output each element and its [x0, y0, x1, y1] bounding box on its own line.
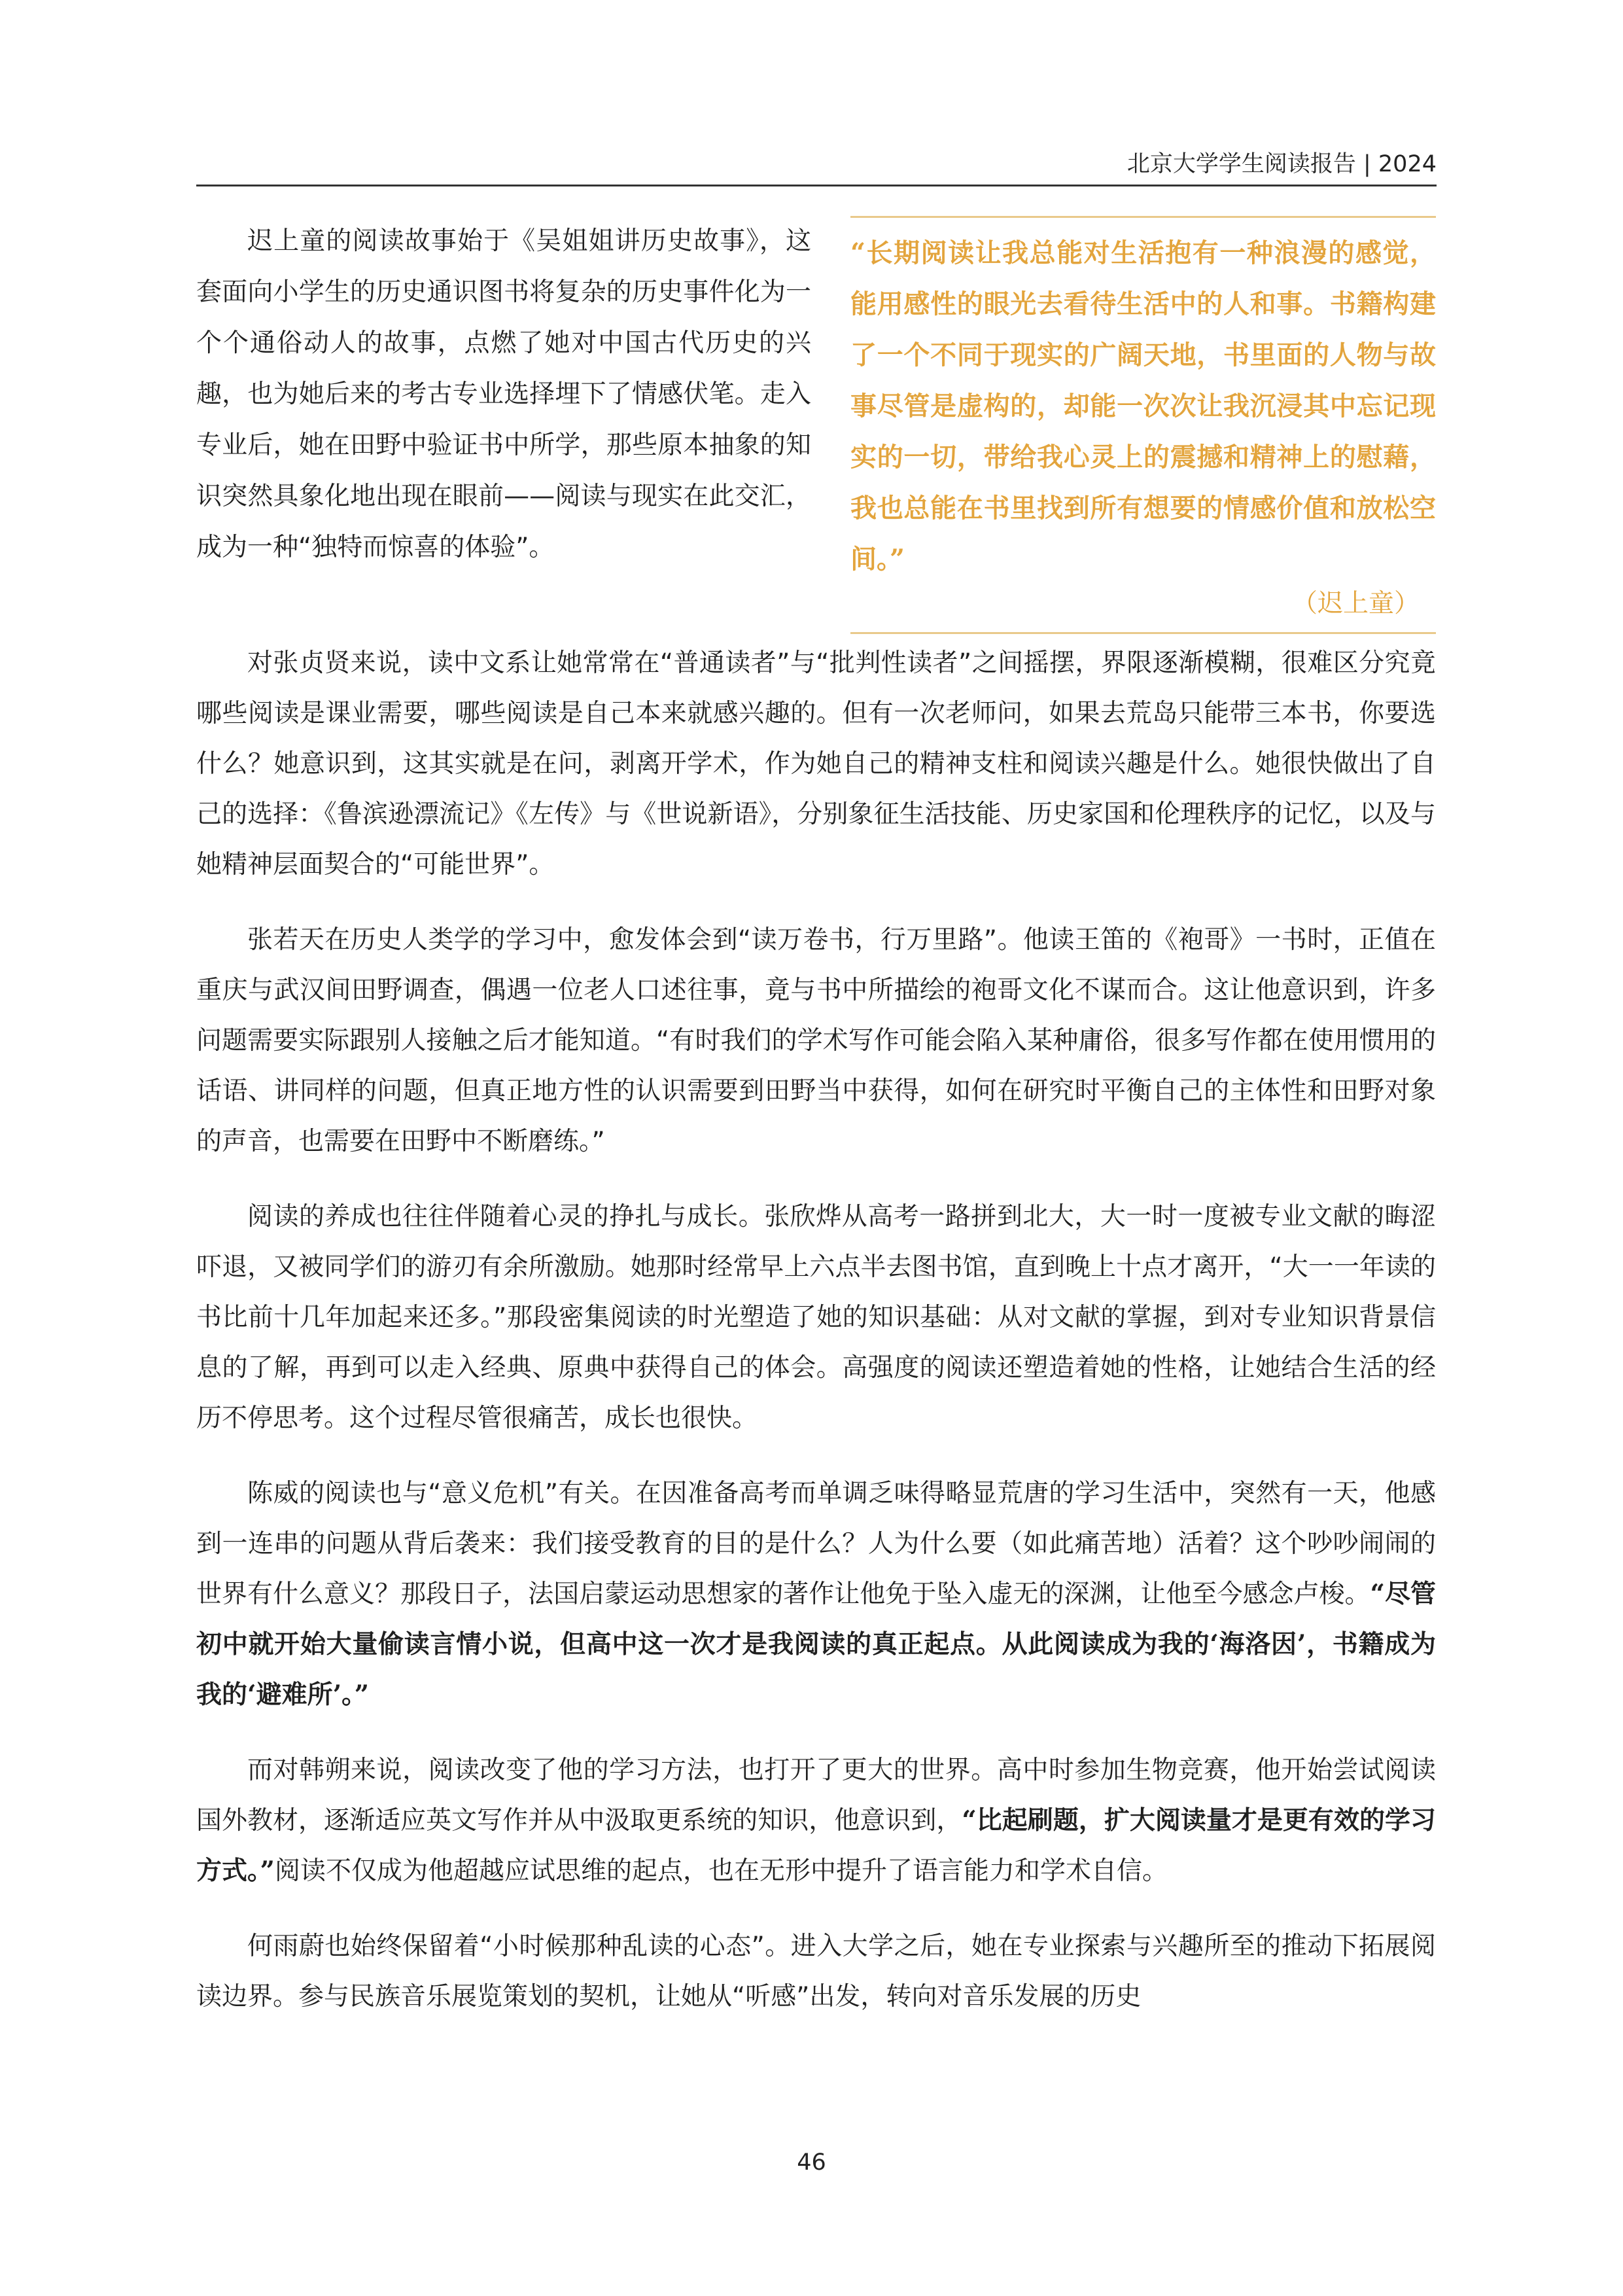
paragraph-text: 对张贞贤来说，读中文系让她常常在“普通读者”与“批判性读者”之间摇摆，界限逐渐模糊，很难区分究竟哪些阅读是课业需要，哪些阅读是自己本来就感兴趣的。但有一次老师问，如果去荒岛只能带三本书，你要选什么？她意识到，这其实就是在问，剥离开学术，作为她自己的精神支柱和阅读兴趣是什么。她很快做出了自己的选择：《鲁滨逊漂流记》《左传》与《世说新语》，分别象征生活技能、历史家国和伦理秩序的记忆，以及与她精神层面契合的“可能世界”。 — [196, 648, 1436, 879]
pull-quote-attribution: （迟上童） — [1291, 589, 1420, 618]
paragraph-text: 阅读的养成也往往伴随着心灵的挣扎与成长。张欣烨从高考一路拼到北大，大一时一度被专业文献的晦涩吓退，又被同学们的游刃有余所激励。她那时经常早上六点半去图书馆，直到晚上十点才离开，“大一一年读的书比前十几年加起来还多。”那段密集阅读的时光塑造了她的知识基础：从对文献的掌握，到对专业知识背景信息的了解，再到可以走入经典、原典中获得自己的体会。高强度的阅读还塑造着她的性格，让她结合生活的经历不停思考。这个过程尽管很痛苦，成长也很快。 — [196, 1202, 1436, 1433]
intro-paragraph: 迟上童的阅读故事始于《吴姐姐讲历史故事》，这套面向小学生的历史通识图书将复杂的历史事件化为一个个通俗动人的故事，点燃了她对中国古代历史的兴趣，也为她后来的考古专业选择埋下了情感伏笔。走入专业后，她在田野中验证书中所学，那些原本抽象的知识突然具象化地出现在眼前——阅读与现实在此交汇，成为一种“独特而惊喜的体验”。 — [196, 226, 811, 562]
pull-quote-text: “长期阅读让我总能对生活抱有一种浪漫的感觉，能用感性的眼光去看待生活中的人和事。书籍构建了一个不同于现实的广阔天地，书里面的人物与故事尽管是虚构的，却能一次次让我沉浸其中忘记现实的一切，带给我心灵上的震撼和精神上的慰藉，我也总能在书里找到所有想要的情感价值和放松空间。” — [850, 238, 1436, 574]
paragraph-text: 何雨蔚也始终保留着“小时候那种乱读的心态”。进入大学之后，她在专业探索与兴趣所至的推动下拓展阅读边界。参与民族音乐展览策划的契机，让她从“听感”出发，转向对音乐发展的历史 — [196, 1932, 1436, 2011]
header-divider — [196, 185, 1437, 186]
paragraph-han-shuo — [196, 1745, 1436, 1896]
report-header-title: 北京大学学生阅读报告 | 2024 — [1126, 151, 1437, 177]
paragraph-text-continued: 阅读不仅成为他超越应试思维的起点，也在无形中提升了语言能力和学术自信。 — [274, 1856, 1168, 1886]
paragraph-zhang-ruotian — [196, 915, 1436, 1167]
emphasis-quote: “尽管初中就开始大量偷读言情小说，但高中这一次才是我阅读的真正起点。从此阅读成为我的‘海洛因’，书籍成为我的‘避难所’。” — [196, 1579, 1436, 1710]
paragraph-text: 张若天在历史人类学的学习中，愈发体会到“读万卷书，行万里路”。他读王笛的《袍哥》一书时，正值在重庆与武汉间田野调查，偶遇一位老人口述往事，竟与书中所描绘的袍哥文化不谋而合。这让他意识到，许多问题需要实际跟别人接触之后才能知道。“有时我们的学术写作可能会陷入某种庸俗，很多写作都在使用惯用的话语、讲同样的问题，但真正地方性的认识需要到田野当中获得，如何在研究时平衡自己的主体性和田野对象的声音，也需要在田野中不断磨练。” — [196, 925, 1436, 1156]
paragraph-text: 陈威的阅读也与“意义危机”有关。在因准备高考而单调乏味得略显荒唐的学习生活中，突然有一天，他感到一连串的问题从背后袭来：我们接受教育的目的是什么？人为什么要（如此痛苦地）活着？这个吵吵闹闹的世界有什么意义？那段日子，法国启蒙运动思想家的著作让他免于坠入虚无的深渊，让他至今感念卢梭。 — [196, 1479, 1436, 1609]
emphasis-quote: “比起刷题，扩大阅读量才是更有效的学习方式。” — [196, 1805, 1436, 1886]
pull-quote-box — [850, 216, 1436, 634]
paragraph-he-yuwei — [196, 1921, 1436, 2022]
paragraph-zhang-xinye — [196, 1192, 1436, 1443]
page-number: 46 — [797, 2149, 826, 2176]
paragraph-zhang-zhenxian — [196, 638, 1436, 890]
body-text — [196, 638, 1436, 2047]
paragraph-text: 而对韩朔来说，阅读改变了他的学习方法，也打开了更大的世界。高中时参加生物竞赛，他开始尝试阅读国外教材，逐渐适应英文写作并从中汲取更系统的知识，他意识到， — [196, 1756, 1436, 1835]
paragraph-chen-wei — [196, 1468, 1436, 1720]
